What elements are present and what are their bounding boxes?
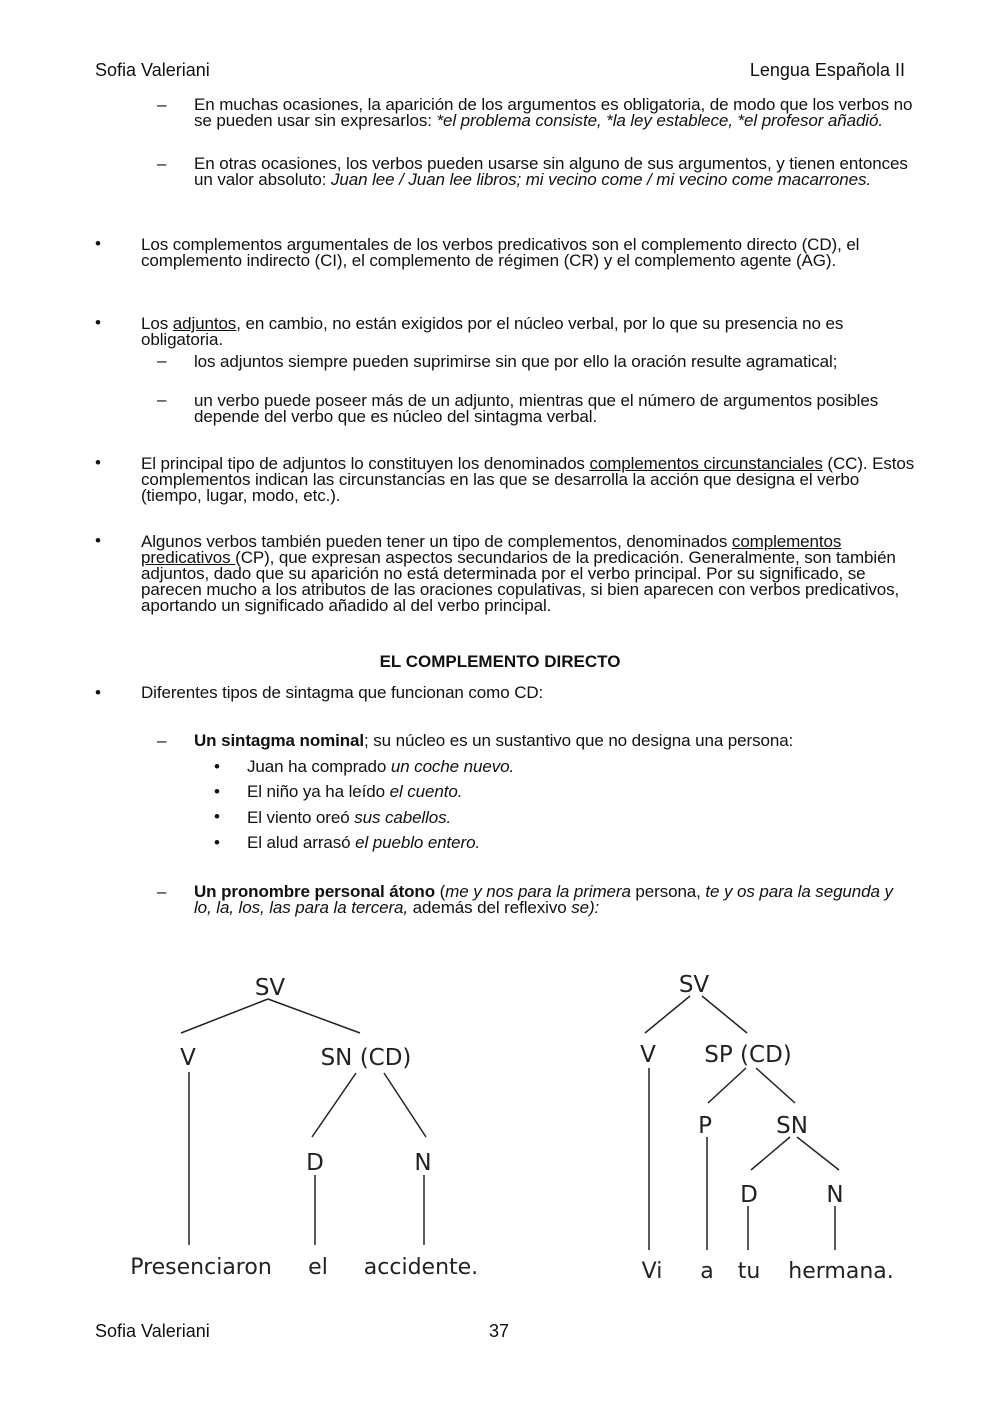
- tree-branch: [181, 999, 268, 1033]
- node-v: V: [180, 1045, 196, 1071]
- dash-item-nominal-phrase: Un sintagma nominal; su núcleo es un sustantivo que no designa una persona:: [194, 731, 794, 750]
- bullet-argument-complements: Los complementos argumentales de los verbos predicativos son el complemento directo (CD), el complemento indirecto (CI), el complemento de régimen (CR) y el complemento agente (AG).: [141, 235, 860, 270]
- node-sp-cd: SP (CD): [704, 1042, 792, 1068]
- bullet-predicative: Algunos verbos también pueden tener un tipo de complementos, denominados complementos predicativos (CP), que expresan aspectos secundarios de la predicación. Generalmente, son también adjuntos, dado que su aparición no está determinada por el verbo principal. Por su significado, se parecen mucho a los atributos de las oraciones copulativas, si bien aparecen con verbos predicativos, aportando un significado añadido al del verbo principal.: [141, 532, 900, 615]
- leaf-word: Presenciaron: [130, 1255, 272, 1280]
- dash-item-atonic-pronoun: Un pronombre personal átono (me y nos para la primera persona, te y os para la segunda y lo, la, los, las para la tercera, además del reflexivo se):: [194, 882, 893, 917]
- node-sn: SN: [776, 1113, 808, 1139]
- dash-marker: –: [157, 731, 167, 750]
- page-number: 37: [489, 1321, 510, 1341]
- dash-marker: –: [157, 351, 167, 370]
- tree-branch: [384, 1073, 426, 1137]
- node-sv: SV: [254, 975, 286, 1001]
- leaf-word: accidente.: [363, 1255, 479, 1280]
- dash-marker: –: [157, 882, 167, 901]
- dash-marker: –: [157, 95, 167, 114]
- bullet-marker: •: [95, 453, 101, 472]
- tree-branch: [751, 1137, 790, 1170]
- sub-bullet-marker: •: [214, 757, 220, 776]
- tree-branch: [756, 1068, 795, 1103]
- header-author: Sofia Valeriani: [95, 60, 210, 80]
- leaf-word: el: [308, 1255, 328, 1280]
- node-v: V: [640, 1042, 656, 1068]
- example-sentence: El viento oreó sus cabellos.: [247, 808, 452, 827]
- footer-author: Sofia Valeriani: [95, 1321, 210, 1341]
- dash-item-adjuncts-count: un verbo puede poseer más de un adjunto, mientras que el número de argumentos posibles depende del verbo que es núcleo del sintagma verbal.: [194, 391, 879, 426]
- sub-bullet-marker: •: [214, 807, 220, 826]
- bullet-adjuncts: Los adjuntos, en cambio, no están exigidos por el núcleo verbal, por lo que su presencia no es obligatoria.: [141, 314, 844, 349]
- leaf-word: a: [700, 1259, 714, 1284]
- header-course: Lengua Española II: [749, 60, 905, 80]
- example-sentence: El niño ya ha leído el cuento.: [247, 782, 463, 801]
- tree-branch: [797, 1137, 839, 1170]
- sub-bullet-marker: •: [214, 833, 220, 852]
- bullet-marker: •: [95, 313, 101, 332]
- sub-bullet-marker: •: [214, 782, 220, 801]
- bullet-marker: •: [95, 234, 101, 253]
- dash-marker: –: [157, 154, 167, 173]
- tree-branch: [312, 1073, 356, 1137]
- bullet-cd-types: Diferentes tipos de sintagma que funcionan como CD:: [141, 683, 544, 702]
- tree-branch: [708, 1068, 746, 1103]
- leaf-word: Vi: [641, 1259, 663, 1284]
- node-sn-cd: SN (CD): [320, 1045, 412, 1071]
- example-sentence: Juan ha comprado un coche nuevo.: [247, 757, 515, 776]
- node-p: P: [698, 1113, 712, 1139]
- leaf-word: tu: [737, 1259, 761, 1284]
- node-d: D: [306, 1150, 324, 1176]
- node-sv: SV: [678, 972, 710, 998]
- node-n: N: [826, 1182, 844, 1208]
- dash-item-adjuncts-removable: los adjuntos siempre pueden suprimirse sin que por ello la oración resulte agramatical;: [194, 352, 838, 371]
- bullet-circumstantial: El principal tipo de adjuntos lo constituyen los denominados complementos circunstanciales (CC). Estos complementos indican las circunstancias en las que se desarrolla la acción que designa el verbo (tiempo, lugar, modo, etc.).: [141, 454, 915, 505]
- tree-branch: [702, 996, 747, 1033]
- bullet-marker: •: [95, 683, 101, 702]
- section-title: EL COMPLEMENTO DIRECTO: [379, 652, 621, 671]
- leaf-word: hermana.: [788, 1259, 894, 1284]
- node-n: N: [414, 1150, 432, 1176]
- node-d: D: [740, 1182, 758, 1208]
- dash-item-absolute-value: En otras ocasiones, los verbos pueden usarse sin alguno de sus argumentos, y tienen entonces un valor absoluto: Juan lee / Juan lee libros; mi vecino come / mi vecino come macarrones.: [194, 154, 908, 189]
- dash-item-obligatory-arguments: En muchas ocasiones, la aparición de los argumentos es obligatoria, de modo que los verbos no se pueden usar sin expresarlos: *el problema consiste, *la ley establece, *el profesor añadió.: [194, 95, 913, 130]
- example-sentence: El alud arrasó el pueblo entero.: [247, 833, 481, 852]
- tree-branch: [645, 996, 690, 1033]
- dash-marker: –: [157, 390, 167, 409]
- bullet-marker: •: [95, 531, 101, 550]
- tree-branch: [268, 999, 360, 1033]
